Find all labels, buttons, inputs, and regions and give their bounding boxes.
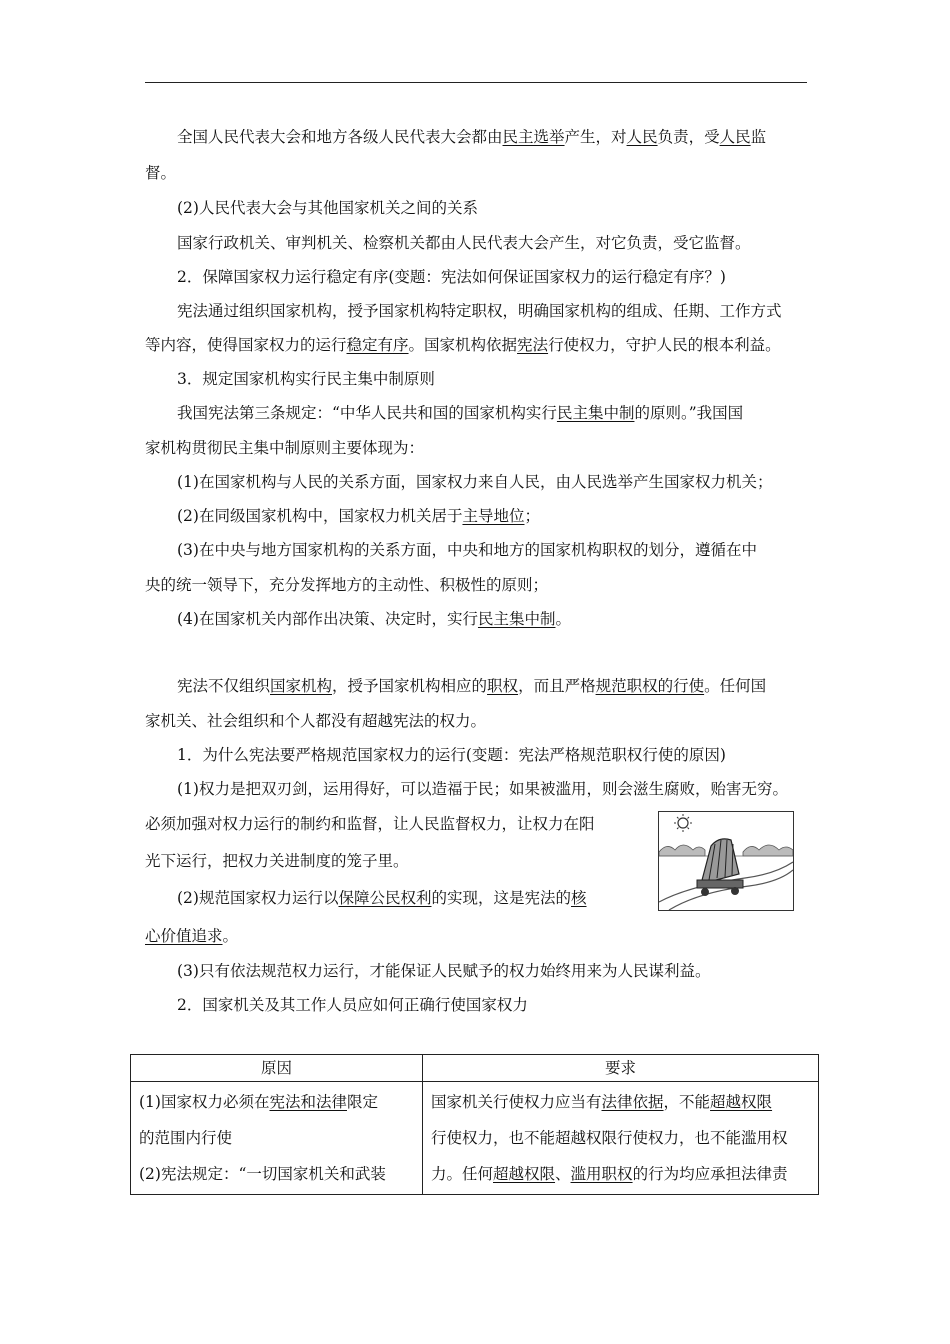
list-item: 央的统一领导下，充分发挥地方的主动性、积极性的原则； (145, 576, 549, 594)
underlined-answer: 法律依据 (601, 1093, 664, 1111)
text: (1)国家权力必须在 (139, 1093, 270, 1111)
paragraph (145, 327, 807, 363)
reasons-requirements-table (130, 1054, 819, 1195)
text: 。 (555, 610, 571, 628)
cell-line (431, 1084, 810, 1120)
paragraph: 家机构贯彻民主集中制原则主要体现为： (145, 439, 425, 457)
underlined-answer: 宪法 (517, 336, 549, 354)
list-item (145, 498, 807, 534)
cage-vehicle-icon (659, 812, 793, 910)
cell-line (431, 1156, 810, 1192)
underlined-answer: 滥用职权 (570, 1165, 633, 1183)
paragraph (145, 119, 807, 155)
cell-line (139, 1084, 414, 1120)
text: (2)规范国家权力运行以 (177, 889, 339, 907)
underlined-answer: 人民 (719, 128, 751, 146)
text: 我国宪法第三条规定：“中华人民共和国的国家机构实行 (177, 404, 557, 422)
section-heading: 3．规定国家机构实行民主集中制原则 (177, 370, 435, 388)
text: (2)在同级国家机构中，国家权力机关居于 (177, 507, 463, 525)
list-item (145, 601, 807, 637)
list-item: (1)在国家机构与人民的关系方面，国家权力来自人民，由人民选举产生国家权力机关； (177, 473, 773, 491)
cage-vehicle-illustration (658, 811, 794, 911)
text: 。任何国 (704, 677, 767, 695)
cell-line: (2)宪法规定：“一切国家机关和武装 (139, 1165, 386, 1183)
underlined-answer: 保障公民权利 (338, 889, 432, 907)
table-cell-requirement (423, 1082, 819, 1195)
paragraph (145, 395, 807, 431)
text: 。 (222, 927, 239, 945)
text: (4)在国家机关内部作出决策、决定时，实行 (177, 610, 478, 628)
underlined-answer: 人民 (626, 128, 658, 146)
paragraph (145, 668, 807, 704)
text: 负责，受 (657, 128, 720, 146)
list-item: (1)权力是把双刃剑，运用得好，可以造福于民；如果被滥用，则会滋生腐败，贻害无穷。 (177, 780, 788, 798)
text: ，授予国家机构相应的 (332, 677, 488, 695)
paragraph: 宪法通过组织国家机构，授予国家机构特定职权，明确国家机构的组成、任期、工作方式 (177, 302, 782, 320)
table-cell-reason (131, 1082, 423, 1195)
paragraph: 国家行政机关、审判机关、检察机关都由人民代表大会产生，对它负责，受它监督。 (177, 234, 751, 252)
text: 的行为均应承担法律责 (632, 1165, 788, 1183)
underlined-answer: 国家机构 (270, 677, 333, 695)
underlined-answer: 主导地位 (462, 507, 525, 525)
list-item: (3)在中央与地方国家机构的关系方面，中央和地方的国家机构职权的划分，遵循在中 (177, 541, 757, 559)
cell-line: 的范围内行使 (139, 1129, 233, 1147)
text: 等内容，使得国家权力的运行 (145, 336, 347, 354)
text: 的实现，这是宪法的 (431, 889, 571, 907)
underlined-answer: 超越权限 (493, 1165, 556, 1183)
underlined-answer: 民主集中制 (556, 404, 635, 422)
text: ； (524, 507, 540, 525)
text: 力。任何 (431, 1165, 494, 1183)
text: 。国家机构依据 (408, 336, 518, 354)
table-header: 原因 (131, 1055, 423, 1082)
paragraph: (2)人民代表大会与其他国家机关之间的关系 (177, 199, 478, 217)
text: 宪法不仅组织 (177, 677, 271, 695)
text: ，不能 (663, 1093, 711, 1111)
paragraph: 家机关、社会组织和个人都没有超越宪法的权力。 (145, 712, 487, 730)
text: 国家机关行使权力应当有 (431, 1093, 602, 1111)
table-header-row (131, 1055, 819, 1082)
text: 监 (750, 128, 767, 146)
paragraph: 必须加强对权力运行的制约和监督，让人民监督权力，让权力在阳 (145, 815, 595, 833)
text: 行使权力，守护人民的根本利益。 (548, 336, 781, 354)
text: ，而且严格 (518, 677, 596, 695)
underlined-answer: 民主集中制 (477, 610, 556, 628)
section-heading: 1．为什么宪法要严格规范国家权力的运行(变题：宪法严格规范职权行使的原因) (177, 746, 726, 764)
underlined-answer: 超越权限 (710, 1093, 773, 1111)
underlined-answer: 宪法和法律 (269, 1093, 347, 1111)
underlined-answer: 心价值追求 (145, 927, 223, 945)
text: 的原则。”我国国 (634, 404, 744, 422)
text: 全国人民代表大会和地方各级人民代表大会都由 (177, 128, 503, 146)
list-item (145, 880, 645, 916)
text: 、 (555, 1165, 571, 1183)
paragraph: 光下运行，把权力关进制度的笼子里。 (145, 852, 409, 870)
underlined-answer: 稳定有序 (346, 336, 409, 354)
header-rule (145, 82, 807, 83)
list-item: (3)只有依法规范权力运行，才能保证人民赋予的权力始终用来为人民谋利益。 (177, 962, 711, 980)
text: 限定 (346, 1093, 378, 1111)
table-row (131, 1082, 819, 1195)
table-header: 要求 (423, 1055, 819, 1082)
underlined-answer: 规范职权的行使 (595, 677, 705, 695)
paragraph: 督。 (145, 164, 177, 182)
underlined-answer: 核 (571, 889, 587, 907)
section-heading: 2．国家机关及其工作人员应如何正确行使国家权力 (177, 996, 528, 1014)
text: 产生，对 (564, 128, 627, 146)
cell-line: 行使权力，也不能超越权限行使权力，也不能滥用权 (431, 1129, 788, 1147)
underlined-answer: 民主选举 (502, 128, 565, 146)
paragraph (145, 918, 807, 954)
underlined-answer: 职权 (487, 677, 519, 695)
section-heading: 2．保障国家权力运行稳定有序(变题：宪法如何保证国家权力的运行稳定有序？) (177, 268, 726, 286)
